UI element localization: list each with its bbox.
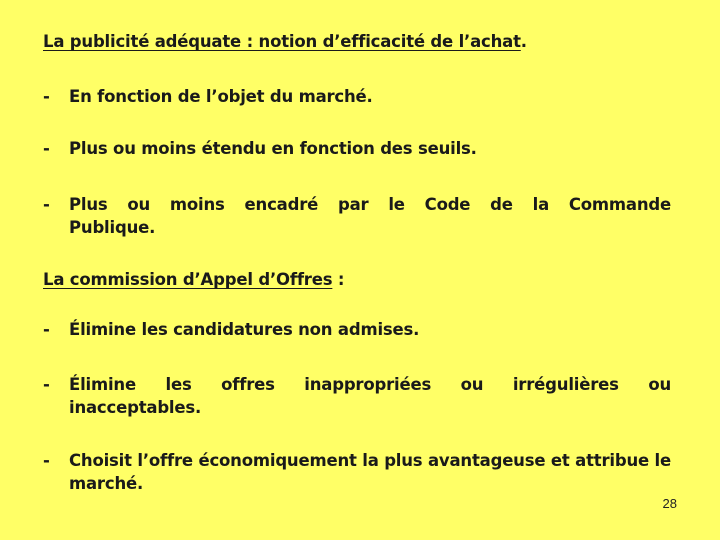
section-heading-commission-suffix: : [332,270,345,289]
section-heading-publicite-text: La publicité adéquate : notion d’efficacité de l’achat [43,32,521,51]
bullet-objet-marche [43,85,671,108]
bullet-dash: - [43,195,50,214]
bullet-dash: - [43,87,50,106]
bullet-text: Plus ou moins encadré par le Code de la Commande Publique. [69,195,671,237]
bullet-dash: - [43,320,50,339]
section-heading-commission-text: La commission d’Appel d’Offres [43,270,333,289]
page-number: 28 [662,496,677,511]
bullet-dash: - [43,139,50,158]
section-heading-publicite-suffix: . [520,32,527,51]
bullet-text: En fonction de l’objet du marché. [69,87,373,106]
bullet-text: Plus ou moins étendu en fonction des seuils. [69,139,477,158]
bullet-offres [43,373,671,419]
bullet-seuils [43,137,671,160]
bullet-text: Choisit l’offre économiquement la plus avantageuse et attribue le marché. [69,451,671,493]
bullet-dash: - [43,451,50,470]
bullet-dash: - [43,375,50,394]
bullet-text: Élimine les candidatures non admises. [69,320,420,339]
section-heading-publicite [43,32,527,51]
bullet-attribution [43,449,671,495]
section-heading-commission [43,270,344,289]
bullet-candidatures [43,318,671,341]
bullet-code-commande [43,193,671,239]
bullet-text: Élimine les offres inappropriées ou irrégulières ou inacceptables. [69,375,671,417]
